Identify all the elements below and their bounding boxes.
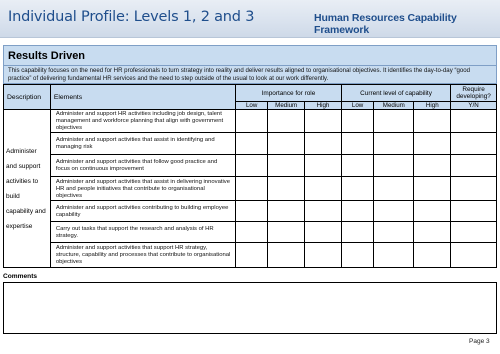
- require-cell[interactable]: [451, 177, 497, 201]
- rating-cell[interactable]: [235, 201, 267, 222]
- description-line: activities to: [6, 177, 39, 185]
- rating-cell[interactable]: [341, 155, 373, 177]
- rating-cell[interactable]: [341, 110, 373, 133]
- brand-logo-text: Human Resources Capability Framework: [314, 12, 457, 36]
- rating-cell[interactable]: [374, 243, 414, 268]
- rating-cell[interactable]: [374, 201, 414, 222]
- rating-cell[interactable]: [341, 222, 373, 243]
- rating-cell[interactable]: [414, 222, 451, 243]
- description-line: and support: [6, 162, 41, 170]
- rating-cell[interactable]: [374, 222, 414, 243]
- capability-table: [3, 84, 497, 268]
- description-line: build: [6, 192, 20, 200]
- rating-cell[interactable]: [235, 222, 267, 243]
- header-bar: [0, 0, 500, 38]
- section-title: Results Driven: [3, 45, 497, 66]
- comments-label: Comments: [3, 273, 38, 280]
- element-text: Administer and support activities that support HR strategy, structure, capability and processes that contribute to organisational objectives: [50, 243, 235, 268]
- rating-cell[interactable]: [374, 155, 414, 177]
- require-cell[interactable]: [451, 222, 497, 243]
- subheader-importance-low: Low: [235, 102, 267, 110]
- subheader-importance-high: High: [305, 102, 342, 110]
- require-cell[interactable]: [451, 243, 497, 268]
- rating-cell[interactable]: [374, 133, 414, 155]
- rating-cell[interactable]: [374, 177, 414, 201]
- rating-cell[interactable]: [414, 133, 451, 155]
- subheader-require-yn: Y/N: [451, 102, 497, 110]
- column-header-current-level: Current level of capability: [341, 85, 450, 102]
- description-line: expertise: [6, 222, 33, 230]
- table-row: [4, 133, 497, 155]
- page-title: Individual Profile: Levels 1, 2 and 3: [8, 9, 255, 25]
- require-cell[interactable]: [451, 155, 497, 177]
- table-row: [4, 110, 497, 133]
- rating-cell[interactable]: [305, 222, 342, 243]
- description-line: capability and: [6, 207, 46, 215]
- rating-cell[interactable]: [235, 155, 267, 177]
- element-text: Administer and support activities that follow good practice and focus on continuous improvement: [50, 155, 235, 177]
- rating-cell[interactable]: [305, 177, 342, 201]
- subheader-current-low: Low: [341, 102, 373, 110]
- page-number: Page 3: [469, 338, 490, 345]
- element-text: Administer and support activities contributing to building employee capability: [50, 201, 235, 222]
- table-row: [4, 222, 497, 243]
- rating-cell[interactable]: [374, 110, 414, 133]
- table-row: [4, 177, 497, 201]
- rating-cell[interactable]: [268, 110, 305, 133]
- description-line: Administer: [6, 147, 37, 155]
- rating-cell[interactable]: [341, 243, 373, 268]
- rating-cell[interactable]: [305, 243, 342, 268]
- column-header-require-developing: Require developing?: [451, 85, 497, 102]
- column-header-importance: Importance for role: [235, 85, 341, 102]
- element-text: Administer and support activities that assist in identifying and managing risk: [50, 133, 235, 155]
- rating-cell[interactable]: [268, 133, 305, 155]
- rating-cell[interactable]: [414, 110, 451, 133]
- subheader-current-medium: Medium: [374, 102, 414, 110]
- rating-cell[interactable]: [268, 243, 305, 268]
- rating-cell[interactable]: [235, 133, 267, 155]
- rating-cell[interactable]: [235, 110, 267, 133]
- rating-cell[interactable]: [305, 133, 342, 155]
- comments-field[interactable]: [3, 282, 497, 334]
- rating-cell[interactable]: [414, 201, 451, 222]
- element-text: Administer and support activities that assist in delivering innovative HR and people initiatives that contribute to organisational objectives: [50, 177, 235, 201]
- column-header-description: Description: [4, 85, 51, 110]
- rating-cell[interactable]: [235, 177, 267, 201]
- rating-cell[interactable]: [341, 177, 373, 201]
- table-row: [4, 155, 497, 177]
- require-cell[interactable]: [451, 110, 497, 133]
- rating-cell[interactable]: [414, 243, 451, 268]
- description-cell: [4, 110, 51, 268]
- subheader-current-high: High: [414, 102, 451, 110]
- rating-cell[interactable]: [341, 201, 373, 222]
- element-text: Carry out tasks that support the research and analysis of HR strategy.: [50, 222, 235, 243]
- rating-cell[interactable]: [268, 177, 305, 201]
- require-cell[interactable]: [451, 201, 497, 222]
- section-description: This capability focuses on the need for HR professionals to turn strategy into reality and deliver results aligned to organisational objectives. It identifies the day-to-day “good practice” of delivering fundamental HR services and the need to step outside of the usual to look at our work differently.: [3, 66, 497, 84]
- rating-cell[interactable]: [414, 155, 451, 177]
- rating-cell[interactable]: [414, 177, 451, 201]
- rating-cell[interactable]: [305, 110, 342, 133]
- rating-cell[interactable]: [268, 155, 305, 177]
- rating-cell[interactable]: [341, 133, 373, 155]
- rating-cell[interactable]: [235, 243, 267, 268]
- rating-cell[interactable]: [305, 155, 342, 177]
- rating-cell[interactable]: [268, 222, 305, 243]
- subheader-importance-medium: Medium: [268, 102, 305, 110]
- element-text: Administer and support HR activities including job design, talent management and workforce planning that align with government objectives: [50, 110, 235, 133]
- table-row: [4, 243, 497, 268]
- require-cell[interactable]: [451, 133, 497, 155]
- column-header-elements: Elements: [50, 85, 235, 110]
- table-row: [4, 201, 497, 222]
- rating-cell[interactable]: [268, 201, 305, 222]
- rating-cell[interactable]: [305, 201, 342, 222]
